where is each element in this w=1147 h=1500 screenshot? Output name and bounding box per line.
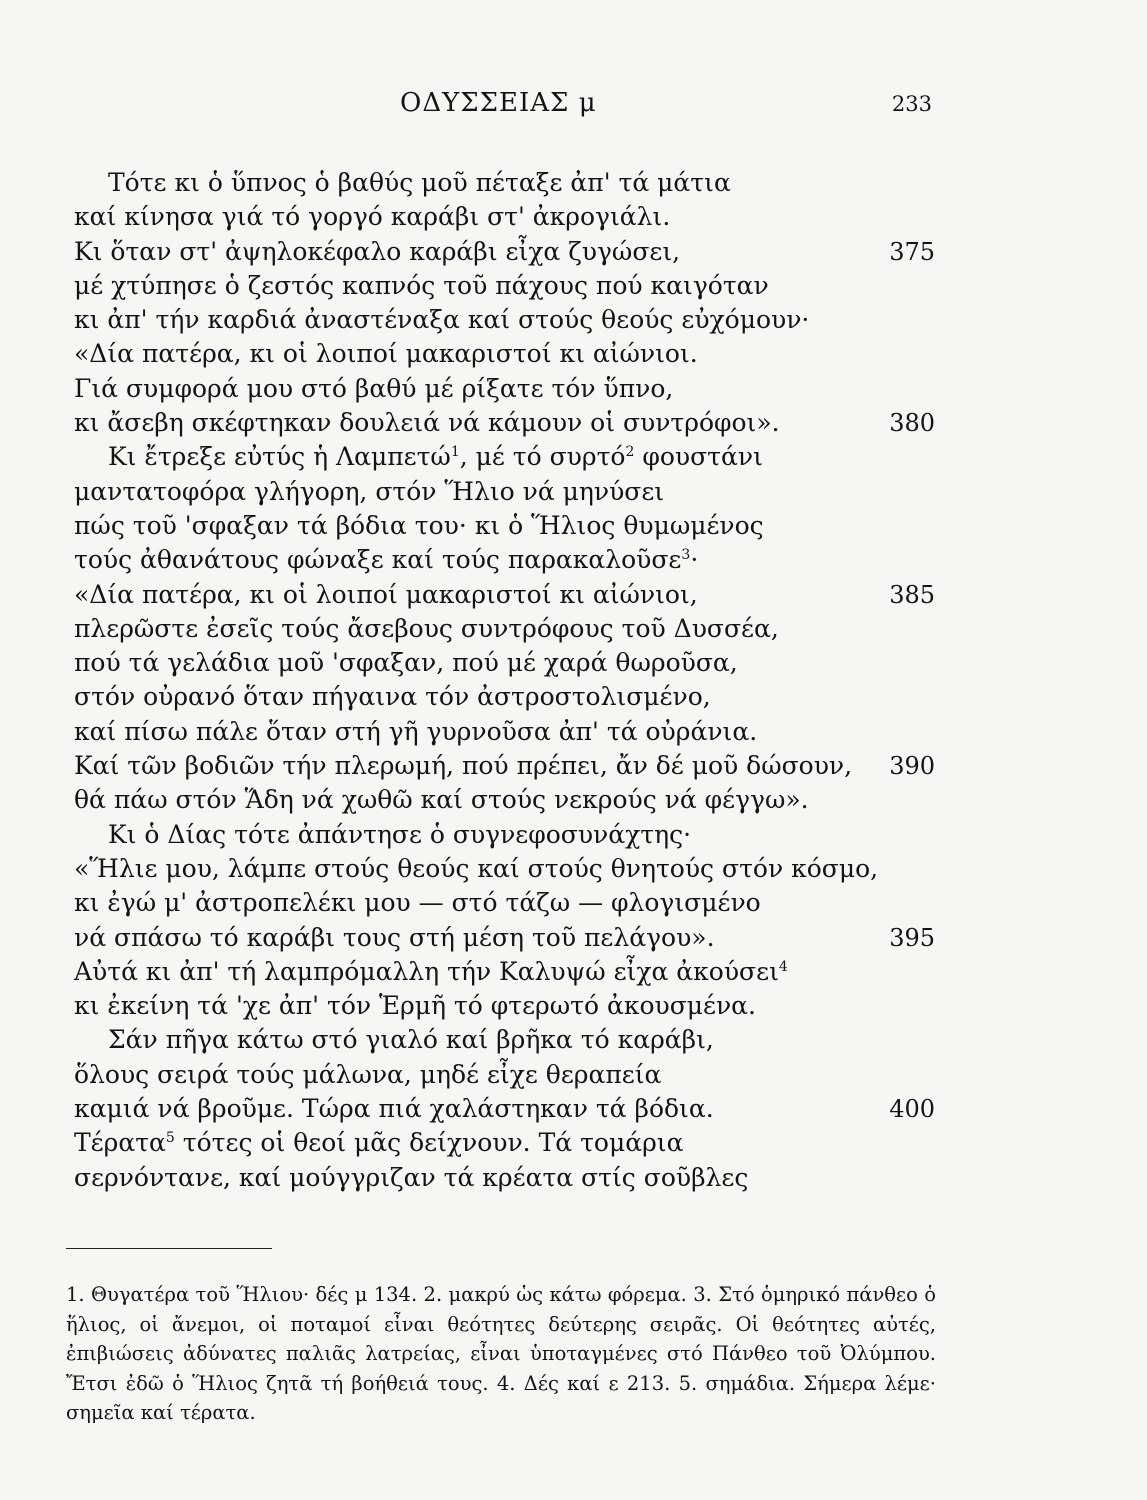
line-number: 375 xyxy=(889,237,935,266)
verse-line xyxy=(0,543,1147,577)
verse-line xyxy=(0,1058,1147,1092)
verse-line xyxy=(0,612,1147,646)
verse-fragment: Κι ὅταν στ' ἀψηλοκέφαλο καράβι εἶχα ζυγώσει, xyxy=(74,236,681,266)
verse-text xyxy=(74,680,711,714)
verse-text xyxy=(108,440,763,474)
verse-line xyxy=(0,475,1147,509)
verse-fragment: Κι ὁ Δίας τότε ἀπάντησε ὁ συγνεφοσυνάχτης· xyxy=(108,819,692,849)
verse-fragment: φουστάνι xyxy=(634,442,763,472)
verse-line xyxy=(0,440,1147,474)
footnote-marker: 4 xyxy=(778,958,788,975)
verse-line xyxy=(0,200,1147,234)
verse-line xyxy=(0,1126,1147,1160)
verse-line xyxy=(0,303,1147,337)
verse-fragment: , μέ τό συρτό xyxy=(459,442,626,472)
verse-fragment: Σάν πῆγα κάτω στό γιαλό καί βρῆκα τό καράβι, xyxy=(108,1025,714,1055)
verse-fragment: ὅλους σειρά τούς μάλωνα, μηδέ εἶχε θεραπεία xyxy=(74,1059,662,1089)
verse-fragment: νά σπάσω τό καράβι τους στή μέση τοῦ πελάγου». xyxy=(74,922,715,952)
verse-fragment: μέ χτύπησε ὁ ζεστός καπνός τοῦ πάχους πού καιγόταν xyxy=(74,270,769,300)
verse-text xyxy=(74,269,769,303)
verse-line xyxy=(0,646,1147,680)
footnote-marker: 3 xyxy=(681,547,691,564)
verse-fragment: καμιά νά βροῦμε. Τώρα πιά χαλάστηκαν τά βόδια. xyxy=(74,1094,714,1124)
verse-text xyxy=(74,543,698,577)
verse-text xyxy=(74,715,757,749)
page-number: 233 xyxy=(891,92,932,116)
verse-fragment: Αὐτά κι ἀπ' τή λαμπρόμαλλη τήν Καλυψώ εἶχα ἀκούσει xyxy=(74,956,779,986)
verse-line xyxy=(0,783,1147,817)
verse-line xyxy=(0,749,1147,783)
verse-fragment: καί κίνησα γιά τό γοργό καράβι στ' ἀκρογιάλι. xyxy=(74,202,671,232)
verse-text xyxy=(74,646,738,680)
verse-text xyxy=(74,886,761,920)
verse-text xyxy=(108,818,691,852)
verse-line xyxy=(0,269,1147,303)
verse-text xyxy=(108,1023,714,1057)
verse-text xyxy=(74,337,698,371)
verse-text xyxy=(74,406,780,440)
verse-text xyxy=(108,166,731,200)
verse-line xyxy=(0,818,1147,852)
verse-fragment: Τότε κι ὁ ὕπνος ὁ βαθύς μοῦ πέταξε ἀπ' τά μάτια xyxy=(108,168,731,197)
verse-text xyxy=(74,1058,661,1092)
verse-line xyxy=(0,715,1147,749)
footnote-text: 1. Θυγατέρα τοῦ Ἥλιου· δές μ 134. 2. μακρύ ὡς κάτω φόρεμα. 3. Στό ὁμηρικό πάνθεο ὁ ἥλιος, οἱ ἄνεμοι, οἱ ποταμοί εἶναι θεότητες δεύτερης σειρᾶς. Οἱ θεότητες αὐτές, ἐπιβιώσεις ἀδύνατες παλιᾶς λατρείας, εἶναι ὑποταγμένες στό Πάνθεο τοῦ Ὀλύμπου. Ἔτσι ἐδῶ ὁ Ἥλιος ζητᾶ τή βοήθειά τους. 4. Δές καί ε 213. 5. σημάδια. Σήμερα λέμε· σημεῖα καί τέρατα. xyxy=(66,1283,936,1424)
verse-line xyxy=(0,989,1147,1023)
verse-text xyxy=(74,783,809,817)
verse-text xyxy=(74,200,670,234)
verse-fragment: πλερῶστε ἐσεῖς τούς ἄσεβους συντρόφους τοῦ Δυσσέα, xyxy=(74,613,779,643)
line-number: 400 xyxy=(889,1095,935,1124)
poem-text xyxy=(0,166,1147,1195)
verse-fragment: τότες οἱ θεοί μᾶς δείχνουν. Τά τομάρια xyxy=(174,1128,684,1158)
verse-fragment: μαντατοφόρα γλήγορη, στόν Ἥλιο νά μηνύσει xyxy=(74,476,665,506)
verse-text xyxy=(74,1161,748,1195)
verse-text xyxy=(74,955,788,989)
line-number: 390 xyxy=(889,752,935,781)
verse-line xyxy=(0,235,1147,269)
verse-text xyxy=(74,852,878,886)
verse-fragment: κι ἀπ' τήν καρδιά ἀναστέναξα καί στούς θεούς εὐχόμουν· xyxy=(74,305,810,335)
verse-fragment: κι ἐκείνη τά 'χε ἀπ' τόν Ἑρμῆ τό φτερωτό ἀκουσμένα. xyxy=(74,991,757,1021)
footnote-marker: 1 xyxy=(450,444,460,461)
page-header xyxy=(0,88,1147,128)
running-title: ΟΔΥΣΣΕΙΑΣ μ xyxy=(400,88,597,118)
verse-line xyxy=(0,1092,1147,1126)
verse-fragment: πού τά γελάδια μοῦ 'σφαξαν, πού μέ χαρά θωροῦσα, xyxy=(74,648,738,678)
verse-line xyxy=(0,372,1147,406)
verse-line xyxy=(0,852,1147,886)
verse-fragment: σερνόντανε, καί μούγγριζαν τά κρέατα στίς σοῦβλες xyxy=(74,1162,749,1192)
line-number: 395 xyxy=(889,923,935,952)
line-number: 380 xyxy=(889,409,935,438)
verse-text xyxy=(74,1092,714,1126)
verse-line xyxy=(0,406,1147,440)
verse-line xyxy=(0,886,1147,920)
verse-fragment: πώς τοῦ 'σφαξαν τά βόδια του· κι ὁ Ἥλιος θυμωμένος xyxy=(74,510,764,540)
verse-fragment: «Δία πατέρα, κι οἱ λοιποί μακαριστοί κι αἰώνιοι, xyxy=(74,579,698,609)
verse-text xyxy=(74,989,756,1023)
verse-line xyxy=(0,1161,1147,1195)
verse-line xyxy=(0,921,1147,955)
verse-fragment: στόν οὐρανό ὅταν πήγαινα τόν ἀστροστολισμένο, xyxy=(74,682,711,712)
verse-line xyxy=(0,166,1147,200)
verse-text xyxy=(74,475,664,509)
verse-fragment: «Ἥλιε μου, λάμπε στούς θεούς καί στούς θνητούς στόν κόσμο, xyxy=(74,853,879,883)
verse-text xyxy=(74,578,698,612)
verse-text xyxy=(74,509,764,543)
verse-text xyxy=(74,921,715,955)
verse-text xyxy=(74,749,852,783)
verse-fragment: · xyxy=(690,545,699,575)
footnote-marker: 2 xyxy=(625,444,635,461)
verse-text xyxy=(74,235,680,269)
verse-fragment: «Δία πατέρα, κι οἱ λοιποί μακαριστοί κι αἰώνιοι. xyxy=(74,339,698,369)
verse-line xyxy=(0,509,1147,543)
verse-fragment: Κι ἔτρεξε εὐτύς ἡ Λαμπετώ xyxy=(108,442,451,472)
footnote-rule xyxy=(66,1248,272,1249)
verse-line xyxy=(0,578,1147,612)
verse-text xyxy=(74,372,673,406)
verse-line xyxy=(0,955,1147,989)
line-number: 385 xyxy=(889,580,935,609)
verse-fragment: τούς ἀθανάτους φώναξε καί τούς παρακαλοῦσε xyxy=(74,545,682,575)
verse-fragment: κι ἄσεβη σκέφτηκαν δουλειά νά κάμουν οἱ συντρόφοι». xyxy=(74,408,780,438)
verse-fragment: θά πάω στόν Ἅδη νά χωθῶ καί στούς νεκρούς νά φέγγω». xyxy=(74,785,809,815)
footnote-marker: 5 xyxy=(165,1130,175,1147)
verse-line xyxy=(0,680,1147,714)
verse-fragment: Καί τῶν βοδιῶν τήν πλερωμή, πού πρέπει, ἄν δέ μοῦ δώσουν, xyxy=(74,751,853,781)
verse-line xyxy=(0,1023,1147,1057)
verse-text xyxy=(74,612,779,646)
verse-fragment: κι ἐγώ μ' ἀστροπελέκι μου — στό τάζω — φλογισμένο xyxy=(74,888,761,918)
verse-line xyxy=(0,337,1147,371)
verse-text xyxy=(74,303,809,337)
verse-fragment: Γιά συμφορά μου στό βαθύ μέ ρίξατε τόν ὕπνο, xyxy=(74,373,674,403)
footnotes xyxy=(66,1280,936,1428)
verse-fragment: καί πίσω πάλε ὅταν στή γῆ γυρνοῦσα ἀπ' τά οὐράνια. xyxy=(74,716,758,746)
verse-text xyxy=(74,1126,683,1160)
verse-fragment: Τέρατα xyxy=(74,1128,166,1158)
